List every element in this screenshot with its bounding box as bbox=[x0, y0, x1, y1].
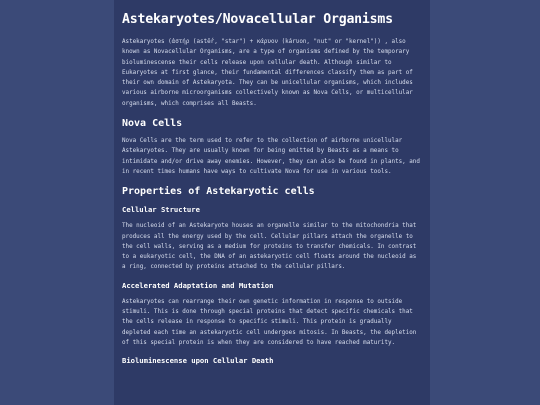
document-page bbox=[114, 0, 430, 405]
section-heading-properties: Properties of Astekaryotic cells bbox=[122, 186, 315, 198]
nova-cells-paragraph: Nova Cells are the term used to refer to the collection of airborne unicellular Astekaryotes. They are usually known for being emitted by Beasts as a means to intimidate and/or drive away enemies. However, they can also be found in plants, and in recent times humans have ways to cultivate Nova for use in various tools. bbox=[122, 138, 420, 175]
adaptation-paragraph: Astekaryotes can rearrange their own genetic information in response to outside stimuli. This is done through special proteins that detect specific chemicals that the cells release in response to specific stimuli. This protein is gradually depleted each time an astekaryotic cell undergoes mitosis. In Beasts, the depletion of this special protein is when they are considered to have reached maturity. bbox=[122, 298, 417, 346]
section-heading-nova-cells: Nova Cells bbox=[122, 118, 183, 130]
cellular-structure-paragraph: The nucleoid of an Astekaryote houses an organelle similar to the mitochondria that produces all the energy used by the cell. Cellular pillars attach the organelle to the cell walls, serving as a medium for proteins to transfer chemicals. In contrast to a eukaryotic cell, the DNA of an astekaryotic cell floats around the nucleoid as a ring, connected by proteins attached to the cellular pillars. bbox=[122, 223, 417, 271]
subsection-heading-adaptation: Accelerated Adaptation and Mutation bbox=[122, 280, 274, 290]
subsection-heading-cellular-structure: Cellular Structure bbox=[122, 205, 200, 215]
page-title: Astekaryotes/Novacellular Organisms bbox=[122, 12, 393, 27]
intro-paragraph: Astekaryotes (ἀστήρ (astḗr, "star") + κάρυον (kárυon, "nut" or "kernel")) , also known as Novacellular Organisms, are a type of organisms defined by the temporary bioluminescense their cells release upon cellular death. Although similar to Eukaryotes at first glance, their fundamental differences classify them as part of their own domain of Astekaryota. They can be unicellular organisms, which includes various airborne microorganisms collectively known as Nova Cells, or multicellular organisms, which comprises all Beasts. bbox=[122, 39, 413, 107]
subsection-heading-bioluminescense: Bioluminescense upon Cellular Death bbox=[122, 356, 274, 366]
